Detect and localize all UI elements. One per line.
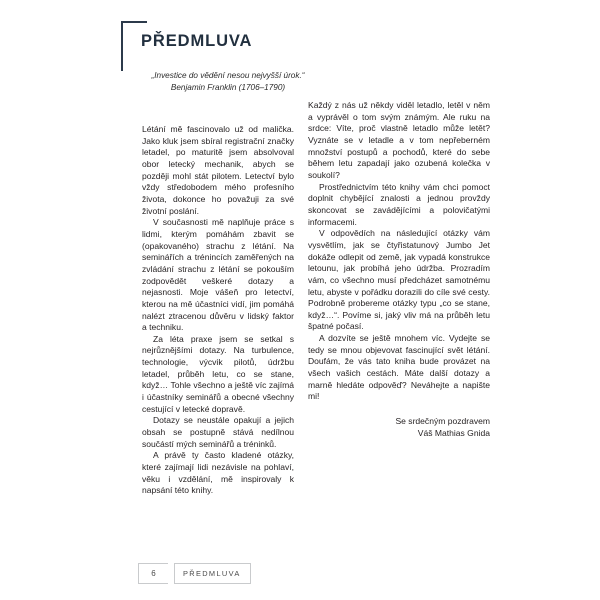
paragraph: V odpovědích na následující otázky vám vysvětlím, jak se čtyřistatunový Jumbo Jet dokáže odlepit od země, jak vypadá konstrukce letounu, jak probíhá jeho údržba. Prozradím vám, co všechno musí předcházet samotnému letu, abyste v pořádku dorazili do cíle své cesty. Podrobně probereme otázky typu „co se stane, když…“. Povíme si, jaký vliv má na průběh letu špatné počasí. <box>308 228 490 332</box>
page-title: PŘEDMLUVA <box>141 32 253 50</box>
epigraph <box>135 70 321 94</box>
epigraph-source: Benjamin Franklin (1706–1790) <box>170 82 286 92</box>
paragraph: Dotazy se neustále opakují a jejich obsah se postupně stává nedílnou součástí mých seminářů a tréninků. <box>142 415 294 449</box>
body-column-right <box>308 100 490 439</box>
footer-chapter-label: PŘEDMLUVA <box>183 569 241 578</box>
footer-end-rule <box>250 563 251 584</box>
signoff-greeting: Se srdečným pozdravem <box>395 416 490 427</box>
signoff-author: Váš Mathias Gnida <box>417 427 490 438</box>
page-footer <box>138 563 251 584</box>
epigraph-quote: „Investice do vědění nesou nejvyšší úrok.“ <box>151 71 305 80</box>
paragraph: Prostřednictvím této knihy vám chci pomoct doplnit chybějící znalosti a jednou provždy skoncovat se zavádějícími a polovičatými informacemi. <box>308 181 490 227</box>
body-column-left <box>142 124 294 497</box>
paragraph: Každý z nás už někdy viděl letadlo, letěl v něm a vyprávěl o tom svým známým. Ale ruku na srdce: Víte, proč vlastně letadlo může letět? Vyznáte se v letadle a v tom nepřeberném množství postupů a pochodů, které do sebe během letu zapadají jako ozubená kolečka v soukolí? <box>308 100 490 180</box>
page-number: 6 <box>151 569 156 578</box>
paragraph: Za léta praxe jsem se setkal s nejrůznějšími dotazy. Na turbulence, technologie, výcvik pilotů, údržbu letadel, průběh letu, co se stane, když… Tohle všechno a ještě víc zajímá i účastníky seminářů a obecné všechny cestující v letecké dopravě. <box>142 333 294 414</box>
footer-page-number-box <box>138 563 168 584</box>
paragraph: Létání mě fascinovalo už od malička. Jako kluk jsem sbíral registrační značky letadel, po maturitě jsem absolvoval obor letecký mechanik, abych se později mohl stát pilotem. Letectví bylo vždy středobodem mého profesního života, dokonce ho považuji za své životní poslání. <box>142 124 294 216</box>
paragraph: A dozvíte se ještě mnohem víc. Vydejte se tedy se mnou objevovat fascinující svět létání. Doufám, že vás tato kniha bude provázet na všech vašich cestách. Máte další dotazy a marně hledáte odpověď? Neváhejte a napište mi! <box>308 333 490 402</box>
paragraph: V současnosti mě naplňuje práce s lidmi, kterým pomáhám zbavit se (opakovaného) strachu z létání. Na seminářích a trénincích zaměřených na zvládání strachu z létání se pokouším zodpovědět veškeré dotazy a nejasnosti. Moje vášeň pro letectví, kterou na mě účastníci vidí, jim pomáhá nalézt ztracenou důvěru v lidský faktor a techniku. <box>142 217 294 333</box>
footer-chapter-box <box>174 563 250 584</box>
paragraph: A právě ty často kladené otázky, které zajímají lidi nezávisle na pohlaví, věku i vzdělání, mě inspirovaly k napsání této knihy. <box>142 450 294 496</box>
signoff-block <box>308 416 490 439</box>
